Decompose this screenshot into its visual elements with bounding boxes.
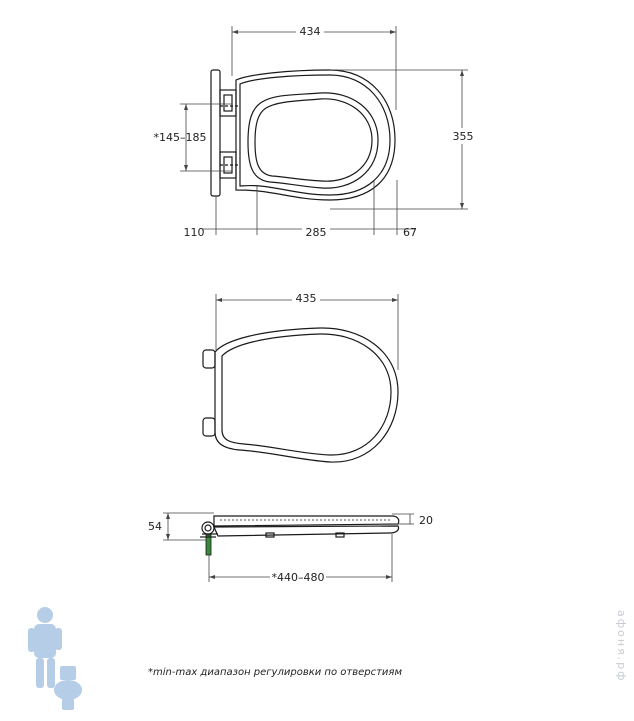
seat-opening-inner [255, 99, 372, 181]
seat-side [214, 526, 399, 536]
dim-lid-20: 20 [419, 514, 433, 527]
top-view [211, 70, 395, 200]
dim-adjust-range: *440–480 [271, 571, 325, 584]
hinge-pivot [202, 522, 214, 534]
top-view-dimensions [180, 26, 468, 235]
mounting-plate [211, 70, 220, 196]
footnote: *min-max диапазон регулировки по отверстиям [148, 667, 402, 678]
dim-hole-spacing: *145–185 [153, 131, 207, 144]
fixing-bolt [200, 535, 216, 555]
lid-side [214, 516, 399, 526]
dim-depth-355: 355 [452, 130, 474, 143]
top-view-labels [154, 24, 475, 239]
hinge-inner-top [224, 95, 232, 111]
lid-outline-inner [222, 334, 391, 455]
hinge-block-top [220, 90, 236, 116]
plumber-logo [28, 607, 82, 710]
dim-lid-width-435: 435 [295, 292, 317, 305]
hinge-top [203, 350, 215, 368]
dim-length-285: 285 [305, 226, 327, 239]
dim-width-434: 434 [299, 25, 321, 38]
lid-outline [215, 328, 398, 462]
top-view-arrows [184, 30, 464, 209]
middle-view [203, 328, 398, 462]
hinge-bottom [203, 418, 215, 436]
watermark: афоня.рф [615, 610, 628, 683]
dim-offset-67: 67 [403, 226, 417, 239]
side-view [202, 516, 399, 537]
dim-offset-110: 110 [183, 226, 205, 239]
dim-height-54: 54 [148, 520, 162, 533]
